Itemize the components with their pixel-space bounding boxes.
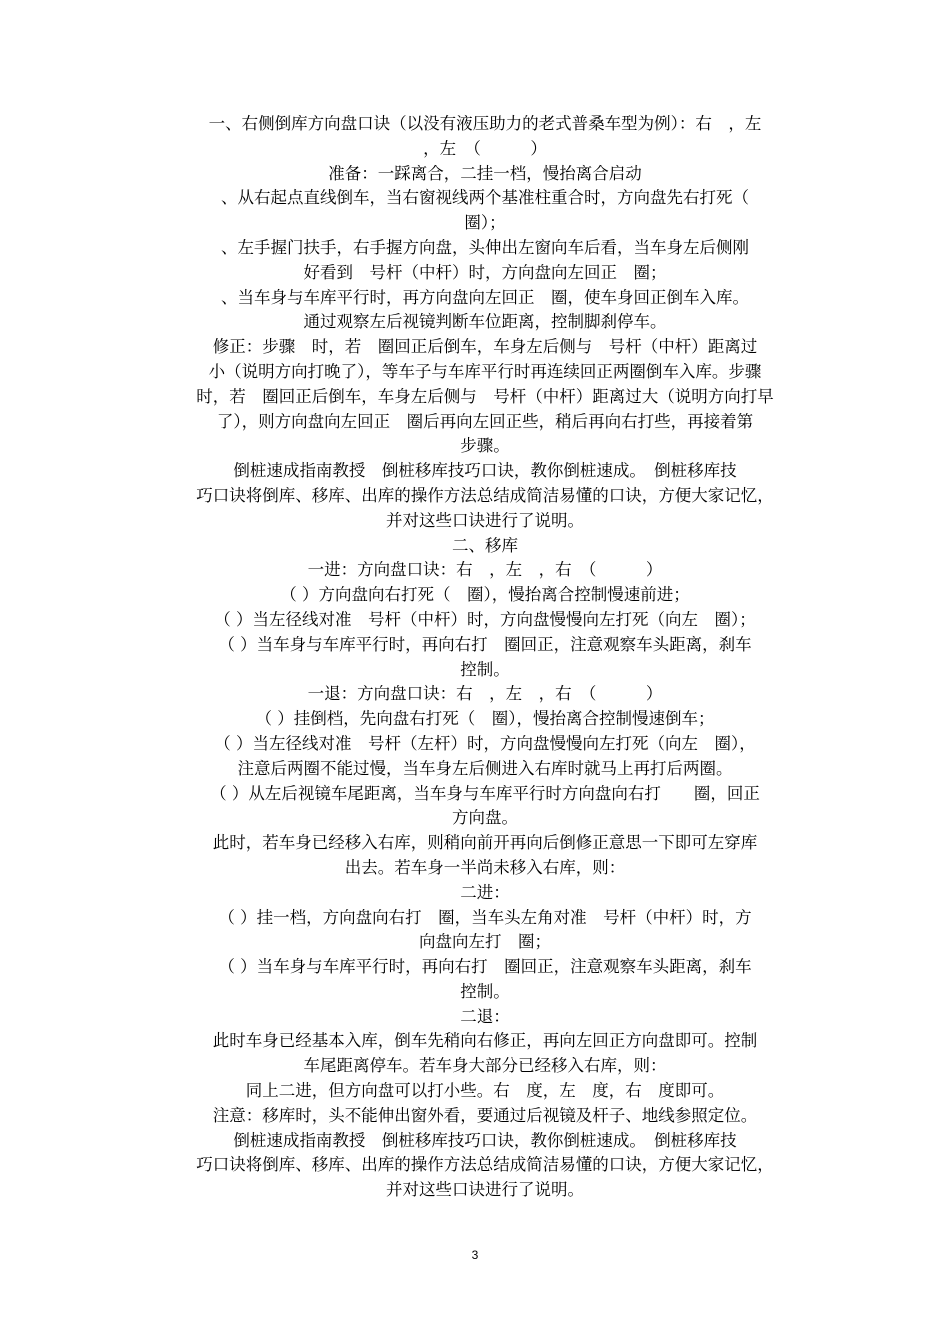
text-line: 步骤。 <box>460 436 510 456</box>
text-line: 圈）； <box>464 213 506 233</box>
text-line: 二退： <box>460 1006 510 1026</box>
document-body <box>160 112 810 1203</box>
text-line: 好看到 号杆（中杆）时，方向盘向左回正 圈； <box>303 262 667 282</box>
text-line: 此时车身已经基本入库，倒车先稍向右修正，再向左回正方向盘即可。控制 <box>212 1031 758 1051</box>
text-line: （ ）方向盘向右打死（ 圈），慢抬离合控制慢速前进； <box>280 585 690 605</box>
text-line: 巧口诀将倒库、移库、出库的操作方法总结成简洁易懂的口诀，方便大家记忆， <box>196 1155 774 1175</box>
text-line: 注意后两圈不能过慢，当车身左后侧进入右库时就马上再打后两圈。 <box>237 758 733 778</box>
text-line: 、左手握门扶手，右手握方向盘，头伸出左窗向车后看，当车身左后侧刚 <box>221 237 749 257</box>
text-line: ，左 （ ） <box>423 138 547 158</box>
text-line: 通过观察左后视镜判断车位距离，控制脚刹停车。 <box>303 312 667 332</box>
text-line: 小（说明方向打晚了），等车子与车库平行时再连续回正两圈倒车入库。步骤 <box>208 361 762 381</box>
text-line: 车尾距离停车。若车身大部分已经移入右库，则： <box>303 1056 667 1076</box>
text-line: 倒桩速成指南教授 倒桩移库技巧口诀，教你倒桩速成。 倒桩移库技 <box>233 1130 737 1150</box>
text-line: （ ）当车身与车库平行时，再向右打 圈回正，注意观察车头距离，刹车 <box>218 634 752 654</box>
text-line: 时，若 圈回正后倒车，车身左后侧与 号杆（中杆）距离过大（说明方向打早 <box>196 386 774 406</box>
section-heading: 二、移库 <box>452 535 518 555</box>
text-line: 并对这些口诀进行了说明。 <box>386 510 584 530</box>
text-line: （ ）从左后视镜车尾距离，当车身与车库平行时方向盘向右打 圈，回正 <box>210 783 760 803</box>
text-line: 此时，若车身已经移入右库，则稍向前开再向后倒修正意思一下即可左穿库 <box>212 833 758 853</box>
text-line: 巧口诀将倒库、移库、出库的操作方法总结成简洁易懂的口诀，方便大家记忆， <box>196 485 774 505</box>
text-line: 一、右侧倒库方向盘口诀（以没有液压助力的老式普桑车型为例）：右 ，左 <box>208 114 762 133</box>
text-line: 一进：方向盘口诀：右 ，左 ，右 （ ） <box>307 560 663 580</box>
text-line: 方向盘。 <box>452 808 518 828</box>
text-line: 倒桩速成指南教授 倒桩移库技巧口诀，教你倒桩速成。 倒桩移库技 <box>233 461 737 481</box>
text-line: 了），则方向盘向左回正 圈后再向左回正些，稍后再向右打些，再接着第 <box>216 411 754 431</box>
text-line: 控制。 <box>460 659 510 679</box>
text-line: （ ）当左径线对准 号杆（中杆）时，方向盘慢慢向左打死（向左 圈）； <box>214 609 756 629</box>
text-line: 一退：方向盘口诀：右 ，左 ，右 （ ） <box>307 684 663 704</box>
text-line: 控制。 <box>460 981 510 1001</box>
text-line: 注意：移库时，头不能伸出窗外看，要通过后视镜及杆子、地线参照定位。 <box>212 1105 758 1125</box>
text-line: 修正：步骤 时，若 圈回正后倒车，车身左后侧与 号杆（中杆）距离过 <box>212 337 758 357</box>
text-line: 同上二进，但方向盘可以打小些。右 度，左 度，右 度即可。 <box>245 1081 725 1101</box>
text-line: （ ）挂一档，方向盘向右打 圈，当车头左角对准 号杆（中杆）时，方 <box>218 907 752 927</box>
text-line: （ ）当左径线对准 号杆（左杆）时，方向盘慢慢向左打死（向左 圈）， <box>214 733 756 753</box>
text-line: （ ）当车身与车库平行时，再向右打 圈回正，注意观察车头距离，刹车 <box>218 957 752 977</box>
text-line: 、当车身与车库平行时，再方向盘向左回正 圈，使车身回正倒车入库。 <box>221 287 749 307</box>
page-number: 3 <box>471 1248 479 1262</box>
text-line: 二进： <box>460 882 510 902</box>
text-line: 并对这些口诀进行了说明。 <box>386 1180 584 1200</box>
text-line: 出去。若车身一半尚未移入右库，则： <box>344 857 626 877</box>
text-line: 、从右起点直线倒车，当右窗视线两个基准柱重合时，方向盘先右打死（ <box>221 188 749 208</box>
text-line: （ ）挂倒档，先向盘右打死（ 圈），慢抬离合控制慢速倒车； <box>255 709 715 729</box>
text-line: 向盘向左打 圈； <box>419 932 551 952</box>
text-line: 准备：一踩离合，二挂一档，慢抬离合启动 <box>328 163 642 183</box>
